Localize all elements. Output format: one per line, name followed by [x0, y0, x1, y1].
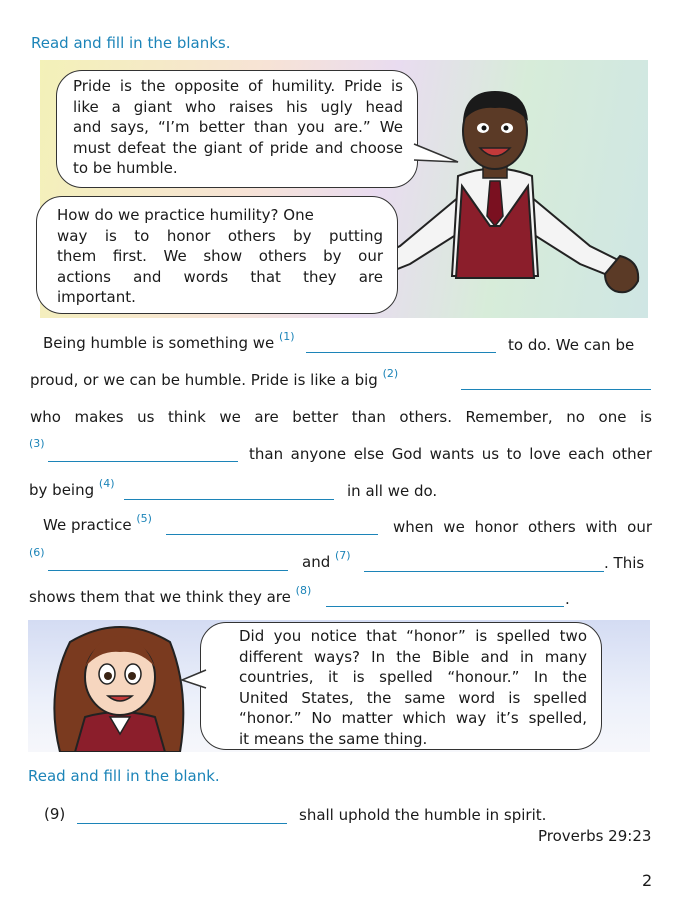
blank-4[interactable]: [124, 483, 334, 500]
passage-line: shows them that we think they are $^{(8)}$: [29, 584, 312, 606]
verse-reference: Proverbs 29:23: [538, 827, 652, 845]
blank-5[interactable]: [166, 518, 378, 535]
blank-number: (9): [44, 805, 66, 823]
blank-number: (7): [335, 549, 351, 562]
bubble-text-line: United States, the same word is spelled: [239, 688, 587, 707]
bubble-text-line: different ways? In the Bible and in many: [239, 647, 587, 666]
blank-7[interactable]: [364, 555, 604, 572]
passage-line: Being humble is something we $^{(1)}$: [43, 330, 295, 352]
bubble-tail: [180, 668, 210, 692]
bubble-text-line: like a giant who raises his ugly head: [73, 97, 403, 116]
girl-illustration: [40, 622, 200, 752]
blank-number: (3): [29, 437, 45, 450]
passage-line: We practice $^{(5)}$: [43, 512, 152, 534]
speech-bubble-pride: [56, 70, 418, 188]
blank-number: (1): [279, 330, 295, 343]
blank-6[interactable]: [48, 554, 288, 571]
bubble-text-line: important.: [57, 288, 136, 306]
blank-9[interactable]: [77, 807, 287, 824]
bubble-text-line: them first. We show others by our: [57, 247, 383, 265]
bubble-text-line: Pride is the opposite of humility. Pride is: [73, 77, 403, 95]
blank-3[interactable]: [48, 445, 238, 462]
bubble-text-line: How do we practice humility? One: [57, 206, 314, 224]
bubble-text-line: way is to honor others by putting: [57, 226, 383, 245]
blank-number: (2): [382, 367, 399, 380]
passage-line: than anyone else God wants us to love each other: [249, 445, 652, 463]
speech-bubble-honor: [200, 622, 602, 750]
instruction-heading: Read and fill in the blank.: [28, 767, 220, 785]
blank-number: (4): [98, 477, 115, 490]
bubble-tail: [412, 140, 462, 170]
bubble-text-line: and says, “I’m better than you are.” We: [73, 118, 403, 136]
blank-2[interactable]: [461, 373, 651, 390]
bubble-text-line: actions and words that they are: [57, 267, 383, 286]
bubble-text-line: Did you notice that “honor” is spelled two: [239, 627, 587, 645]
blank-number: (6): [29, 546, 45, 559]
blank-8[interactable]: [326, 590, 564, 607]
blank-number: (5): [136, 512, 152, 525]
passage-line: proud, or we can be humble. Pride is like a big $^{(2)}$: [30, 367, 399, 389]
speech-bubble-humility: [36, 196, 398, 314]
bubble-text-line: it means the same thing.: [239, 729, 428, 748]
instruction-heading: Read and fill in the blanks.: [31, 34, 231, 52]
passage-line: by being $^{(4)}$: [29, 477, 115, 499]
blank-number: (8): [295, 584, 312, 597]
passage-line: and $^{(7)}$: [302, 549, 351, 571]
passage-line: in all we do.: [347, 482, 438, 500]
passage-line: when we honor others with our: [393, 518, 652, 536]
passage-line: who makes us think we are better than others. Remember, no one is: [30, 408, 652, 426]
bubble-text-line: must defeat the giant of pride and choose: [73, 138, 403, 157]
passage-line: .: [565, 590, 570, 608]
page-number: 2: [642, 871, 653, 890]
bubble-text-line: to be humble.: [73, 159, 178, 177]
bubble-text-line: “honor.” No matter which way it’s spelled,: [239, 709, 587, 727]
passage-line: . This: [604, 554, 645, 572]
verse-text: shall uphold the humble in spirit.: [299, 806, 547, 824]
blank-1[interactable]: [306, 336, 496, 353]
passage-line: to do. We can be: [508, 336, 635, 354]
bubble-text-line: countries, it is spelled “honour.” In the: [239, 668, 587, 686]
